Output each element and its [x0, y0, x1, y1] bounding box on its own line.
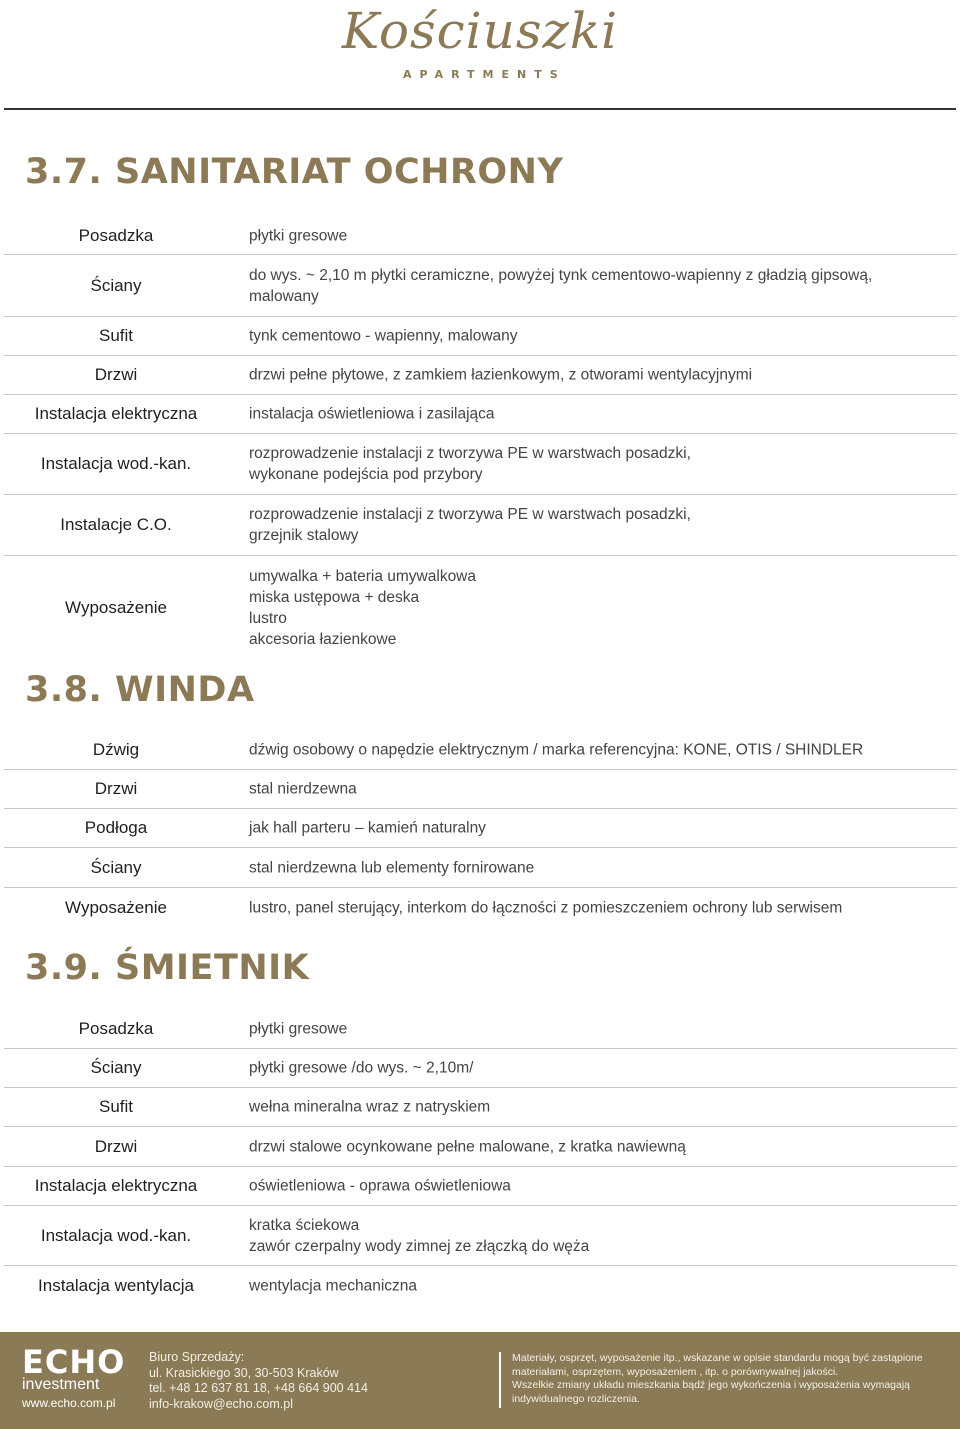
spec-value-line: oświetleniowa - oprawa oświetleniowa: [249, 1177, 511, 1195]
spec-label: Podłoga: [84, 818, 148, 837]
spec-value-line: zawór czerpalny wody zimnej ze złączką do węża: [249, 1237, 590, 1255]
spec-label: Posadzka: [78, 226, 154, 245]
spec-value-line: drzwi stalowe ocynkowane pełne malowane, z kratka nawiewną: [249, 1138, 686, 1155]
spec-row: [4, 356, 957, 395]
spec-label: Instalacja wod.-kan.: [40, 1225, 192, 1245]
spec-label: Wyposażenie: [65, 598, 167, 617]
spec-label: Drzwi: [94, 365, 138, 384]
spec-row: [4, 218, 957, 255]
spec-value: [249, 265, 953, 307]
spec-value-line: jak hall parteru – kamień naturalny: [249, 819, 486, 837]
spec-value: [249, 404, 953, 425]
spec-value-line: lustro: [249, 610, 287, 627]
office-line: info-krakow@echo.com.pl: [149, 1396, 293, 1411]
spec-row: [4, 317, 957, 356]
spec-row: [4, 434, 957, 495]
spec-value-line: miska ustępowa + deska: [249, 589, 420, 606]
spec-value-line: malowany: [249, 287, 319, 305]
spec-value-line: rozprowadzenie instalacji z tworzywa PE w warstwach posadzki,: [249, 506, 691, 523]
spec-row: [4, 888, 957, 928]
spec-value-line: stal nierdzewna: [249, 780, 357, 798]
spec-label: Instalacja elektryczna: [34, 404, 198, 423]
footer: [0, 1332, 960, 1429]
spec-label: Sufit: [98, 326, 134, 345]
spec-value-line: rozprowadzenie instalacji z tworzywa PE w warstwach posadzki,: [249, 445, 691, 462]
spec-value: [249, 566, 953, 650]
logo-subtitle: APARTMENTS: [403, 68, 566, 81]
office-line: ul. Krasickiego 30, 30-503 Kraków: [149, 1365, 339, 1380]
spec-label: Sufit: [98, 1097, 134, 1116]
spec-row: [4, 731, 957, 770]
spec-value-line: akcesoria łazienkowe: [249, 631, 397, 648]
spec-value-line: płytki gresowe /do wys. ~ 2,10m/: [249, 1059, 474, 1077]
spec-row: [4, 1266, 957, 1306]
spec-value: [249, 1276, 953, 1297]
note-line: Wszelkie zmiany układu mieszkania bądź jego wykończenia i wyposażenia wymagają: [512, 1379, 911, 1391]
spec-value: [249, 779, 953, 800]
disclaimer-note: [512, 1352, 942, 1406]
footer-divider: [499, 1352, 501, 1408]
spec-row: [4, 1127, 957, 1167]
spec-label: Drzwi: [94, 1136, 138, 1156]
spec-row: [4, 255, 957, 317]
spec-value: [249, 504, 953, 546]
spec-row: [4, 1206, 957, 1266]
spec-value: [249, 898, 953, 919]
spec-value-line: płytki gresowe: [249, 227, 348, 245]
spec-label: Dźwig: [92, 740, 140, 759]
spec-row: [4, 495, 957, 556]
logo: [0, 0, 960, 100]
header-divider: [4, 108, 956, 110]
logo-script: Kościuszki: [341, 2, 619, 60]
note-line: materiałami, osprzętem, wyposażeniem , itp. o porównywalnej jakości.: [512, 1365, 839, 1378]
spec-value-line: grzejnik stalowy: [249, 527, 359, 544]
spec-value-line: wykonane podejścia pod przybory: [249, 466, 483, 483]
spec-value-line: drzwi pełne płytowe, z zamkiem łazienkowym, z otworami wentylacyjnymi: [249, 366, 753, 384]
spec-value-line: wełna mineralna wraz z natryskiem: [249, 1098, 491, 1116]
spec-label: Ściany: [90, 857, 142, 877]
spec-label: Posadzka: [78, 1019, 154, 1038]
spec-value: [249, 1019, 953, 1040]
echo-logo-subtitle: investment: [22, 1376, 100, 1393]
spec-value: [249, 1176, 953, 1197]
spec-value: [249, 857, 953, 878]
spec-value: [249, 1215, 953, 1257]
echo-logo-text: ECHO: [22, 1343, 126, 1381]
office-line: tel. +48 12 637 81 18, +48 664 900 414: [149, 1381, 368, 1395]
sales-office-info: [149, 1350, 368, 1412]
spec-label: Instalacja wod.-kan.: [40, 454, 192, 473]
spec-row: [4, 809, 957, 848]
spec-label: Ściany: [90, 275, 142, 295]
spec-value-line: stal nierdzewna lub elementy fornirowane: [249, 859, 535, 876]
spec-value-line: kratka ściekowa: [249, 1216, 360, 1234]
spec-label: Ściany: [90, 1058, 142, 1077]
spec-value: [249, 1097, 953, 1118]
spec-label: Drzwi: [94, 779, 138, 798]
section-title: 3.9. ŚMIETNIK: [25, 948, 310, 988]
spec-label: Instalacje C.O.: [60, 515, 172, 534]
spec-value-line: dźwig osobowy o napędzie elektrycznym / marka referencyjna: KONE, OTIS / SHINDLER: [249, 741, 864, 759]
spec-value: [249, 326, 953, 347]
section-title: 3.7. SANITARIAT OCHRONY: [25, 152, 564, 192]
spec-row: [4, 395, 957, 434]
spec-value: [249, 818, 953, 839]
spec-label: Instalacja wentylacja: [38, 1276, 194, 1295]
spec-label: Wyposażenie: [65, 898, 167, 917]
spec-value: [249, 226, 953, 247]
spec-value-line: instalacja oświetleniowa i zasilająca: [249, 405, 495, 423]
spec-value-line: lustro, panel sterujący, interkom do łączności z pomieszczeniem ochrony lub serwisem: [249, 899, 843, 917]
spec-value-line: umywalka + bateria umywalkowa: [249, 568, 476, 585]
spec-row: [4, 848, 957, 888]
spec-value-line: płytki gresowe: [249, 1020, 348, 1038]
spec-value: [249, 1058, 953, 1079]
spec-value: [249, 365, 953, 386]
note-line: Materiały, osprzęt, wyposażenie itp., wskazane w opisie standardu mogą być zastąpione: [512, 1352, 923, 1364]
spec-row: [4, 1010, 957, 1049]
spec-value-line: wentylacja mechaniczna: [249, 1277, 418, 1295]
spec-row: [4, 556, 957, 660]
spec-row: [4, 1088, 957, 1127]
spec-row: [4, 1049, 957, 1088]
office-line: Biuro Sprzedaży:: [149, 1350, 245, 1364]
spec-value: [249, 443, 953, 485]
spec-row: [4, 1167, 957, 1206]
section-title: 3.8. WINDA: [25, 670, 255, 710]
spec-value: [249, 740, 953, 761]
spec-value: [249, 1136, 953, 1157]
note-line: indywidualnego rozliczenia.: [512, 1392, 640, 1405]
spec-value-line: tynk cementowo - wapienny, malowany: [249, 327, 518, 345]
spec-row: [4, 770, 957, 809]
spec-label: Instalacja elektryczna: [34, 1176, 198, 1195]
echo-website: www.echo.com.pl: [22, 1396, 116, 1410]
spec-value-line: do wys. ~ 2,10 m płytki ceramiczne, powyżej tynk cementowo-wapienny z gładzią gipsową,: [249, 266, 873, 284]
